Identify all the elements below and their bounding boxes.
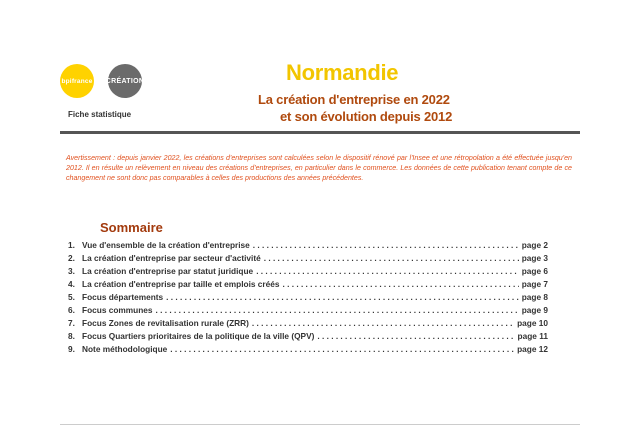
toc-item-label: La création d'entreprise par taille et emplois créés [82, 279, 280, 289]
toc-item-label: Focus communes [82, 305, 153, 315]
toc-item[interactable] [68, 318, 548, 331]
toc-item-number: 9. [68, 344, 75, 354]
toc-leader-dots [156, 305, 519, 315]
toc-item-number: 5. [68, 292, 75, 302]
toc-item-page: page 10 [517, 318, 548, 328]
toc-item-page: page 12 [517, 344, 548, 354]
warning-paragraph: Avertissement : depuis janvier 2022, les créations d'entreprises sont calculées selon le dispositif rénové par l'Insee et une rétropolation a été effectuée jusqu'en 2012. Il en résulte un relèvement en niveau des créations d'entreprises, en particulier dans le commerce. Les données de cette publication tenant compte de ce changement ne sont donc pas comparables à celles des productions des années précédentes. [66, 154, 572, 182]
toc-item-number: 7. [68, 318, 75, 328]
bpifrance-logo: bpifrance [60, 64, 94, 98]
toc-item-page: page 8 [521, 292, 548, 302]
toc-item-label: La création d'entreprise par secteur d'activité [82, 253, 261, 263]
fiche-label: Fiche statistique [68, 110, 132, 119]
subtitle-line-2: et son évolution depuis 2012 [280, 109, 453, 124]
creation-logo: CRÉATION [108, 64, 142, 98]
toc-item-page: page 2 [521, 240, 548, 250]
toc-leader-dots [264, 253, 519, 263]
toc-item-number: 4. [68, 279, 75, 289]
table-of-contents [68, 240, 548, 357]
toc-item[interactable] [68, 266, 548, 279]
toc-item-label: Vue d'ensemble de la création d'entreprise [82, 240, 250, 250]
sommaire-title: Sommaire [100, 220, 163, 235]
footer-divider [60, 424, 580, 425]
toc-leader-dots [166, 292, 519, 302]
header-divider [60, 131, 580, 134]
toc-item-label: Note méthodologique [82, 344, 168, 354]
toc-item[interactable] [68, 292, 548, 305]
toc-leader-dots [252, 318, 514, 328]
toc-leader-dots [170, 344, 514, 354]
toc-item[interactable] [68, 279, 548, 292]
toc-item-page: page 6 [521, 266, 548, 276]
toc-item-number: 1. [68, 240, 75, 250]
toc-item-page: page 9 [521, 305, 548, 315]
toc-item-number: 8. [68, 331, 75, 341]
toc-item-number: 6. [68, 305, 75, 315]
toc-item-label: La création d'entreprise par statut juridique [82, 266, 254, 276]
toc-item-page: page 3 [521, 253, 548, 263]
toc-leader-dots [317, 331, 514, 341]
toc-item-page: page 11 [517, 331, 548, 341]
page-title: Normandie [286, 60, 399, 85]
toc-item-number: 2. [68, 253, 75, 263]
toc-item[interactable] [68, 344, 548, 357]
toc-item-page: page 7 [521, 279, 548, 289]
toc-item[interactable] [68, 253, 548, 266]
logo-group [60, 64, 145, 98]
toc-item-label: Focus départements [82, 292, 164, 302]
toc-item-label: Focus Quartiers prioritaires de la politique de la ville (QPV) [82, 331, 315, 341]
toc-item[interactable] [68, 331, 548, 344]
toc-item[interactable] [68, 305, 548, 318]
toc-leader-dots [253, 240, 519, 250]
toc-item-number: 3. [68, 266, 75, 276]
toc-leader-dots [256, 266, 519, 276]
toc-item-label: Focus Zones de revitalisation rurale (ZRR) [82, 318, 249, 328]
toc-leader-dots [283, 279, 519, 289]
toc-item[interactable] [68, 240, 548, 253]
subtitle-line-1: La création d'entreprise en 2022 [258, 92, 450, 107]
